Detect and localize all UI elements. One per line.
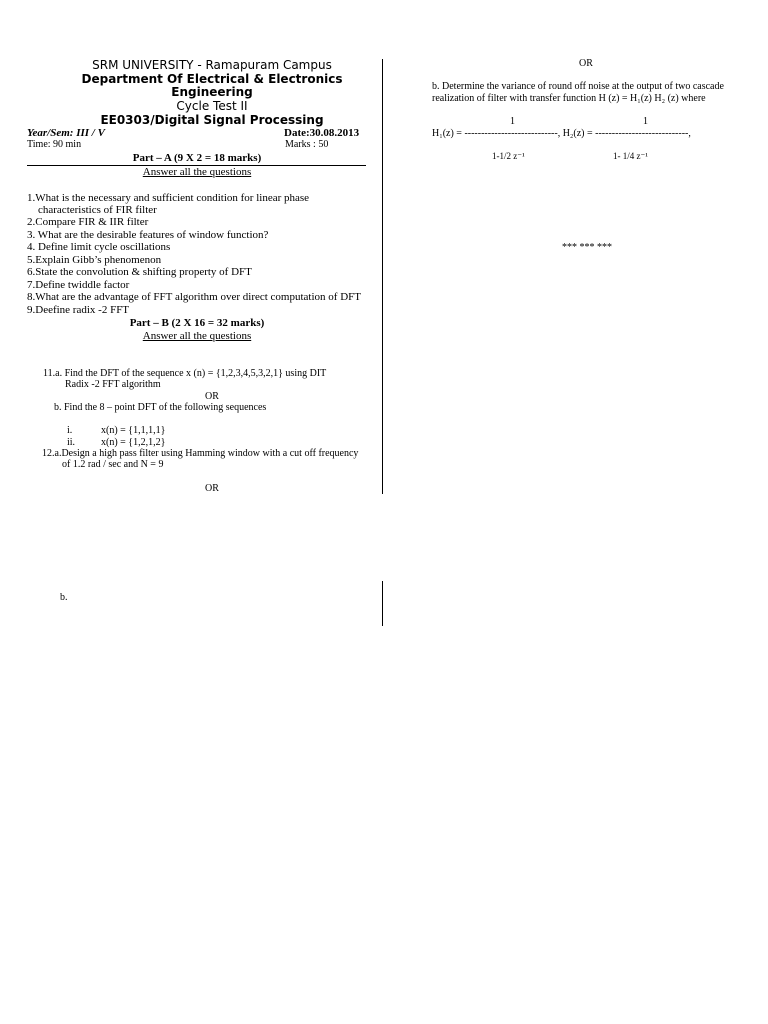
university-name: SRM UNIVERSITY - Ramapuram Campus	[92, 58, 332, 72]
question-11b-ii-number: ii.	[67, 437, 76, 448]
question-1: 1.What is the necessary and sufficient condition for linear phase	[27, 192, 310, 204]
h2-numerator: 1	[643, 116, 648, 127]
or-separator-right: OR	[579, 58, 593, 69]
question-2: 2.Compare FIR & IIR filter	[27, 216, 149, 228]
question-1-cont: characteristics of FIR filter	[38, 204, 157, 216]
question-4: 4. Define limit cycle oscillations	[27, 241, 171, 253]
question-12b-line-1: b. Determine the variance of round off noise at the output of two cascade	[432, 81, 724, 92]
column-divider-lower	[382, 581, 383, 626]
transfer-function-equation: H₁(z) = ----------------------------, H₂(z) = ----------------------------,	[432, 128, 691, 139]
question-11a: 11.a. Find the DFT of the sequence x (n) = {1,2,3,4,5,3,2,1} using DIT	[43, 368, 327, 379]
exam-date: Date:30.08.2013	[284, 127, 360, 139]
department-line-1: Department Of Electrical & Electronics	[81, 72, 343, 86]
or-separator-11: OR	[205, 391, 219, 402]
question-12b-line-2: realization of filter with transfer function H (z) = H₁(z) H₂ (z) where	[432, 93, 706, 104]
h1-numerator: 1	[510, 116, 515, 127]
question-12a: 12.a.Design a high pass filter using Hamming window with a cut off frequency	[42, 448, 359, 459]
part-b-instruction: Answer all the questions	[142, 330, 252, 342]
test-name: Cycle Test II	[176, 99, 248, 113]
question-11a-cont: Radix -2 FFT algorithm	[65, 379, 161, 390]
or-separator-12: OR	[205, 483, 219, 494]
h1-denominator: 1-1/2 z⁻¹	[492, 151, 525, 161]
h2-denominator: 1- 1/4 z⁻¹	[613, 151, 648, 161]
part-a-instruction: Answer all the questions	[142, 166, 252, 178]
question-3: 3. What are the desirable features of window function?	[27, 229, 269, 241]
question-6: 6.State the convolution & shifting property of DFT	[27, 266, 252, 278]
question-11b-i-number: i.	[67, 425, 73, 436]
year-sem: Year/Sem: III / V	[27, 127, 105, 139]
question-9: 9.Deefine radix -2 FFT	[27, 304, 130, 316]
question-12b-label: b.	[60, 592, 68, 603]
question-11b-i: x(n) = {1,1,1,1}	[101, 425, 166, 436]
department-line-2: Engineering	[171, 85, 253, 99]
end-of-paper-mark: *** *** ***	[562, 242, 612, 253]
course-title: EE0303/Digital Signal Processing	[100, 113, 324, 127]
question-5: 5.Explain Gibb’s phenomenon	[27, 254, 162, 266]
question-11b: b. Find the 8 – point DFT of the following sequences	[54, 402, 267, 413]
part-a-title: Part – A (9 X 2 = 18 marks)	[132, 152, 262, 164]
question-7: 7.Define twiddle factor	[27, 279, 130, 291]
question-11b-ii: x(n) = {1,2,1,2}	[101, 437, 166, 448]
total-marks: Marks : 50	[285, 139, 329, 150]
question-8: 8.What are the advantage of FFT algorithm over direct computation of DFT	[27, 291, 361, 303]
question-12a-cont: of 1.2 rad / sec and N = 9	[62, 459, 164, 470]
part-b-title: Part – B (2 X 16 = 32 marks)	[129, 317, 265, 329]
exam-duration: Time: 90 min	[27, 139, 82, 150]
